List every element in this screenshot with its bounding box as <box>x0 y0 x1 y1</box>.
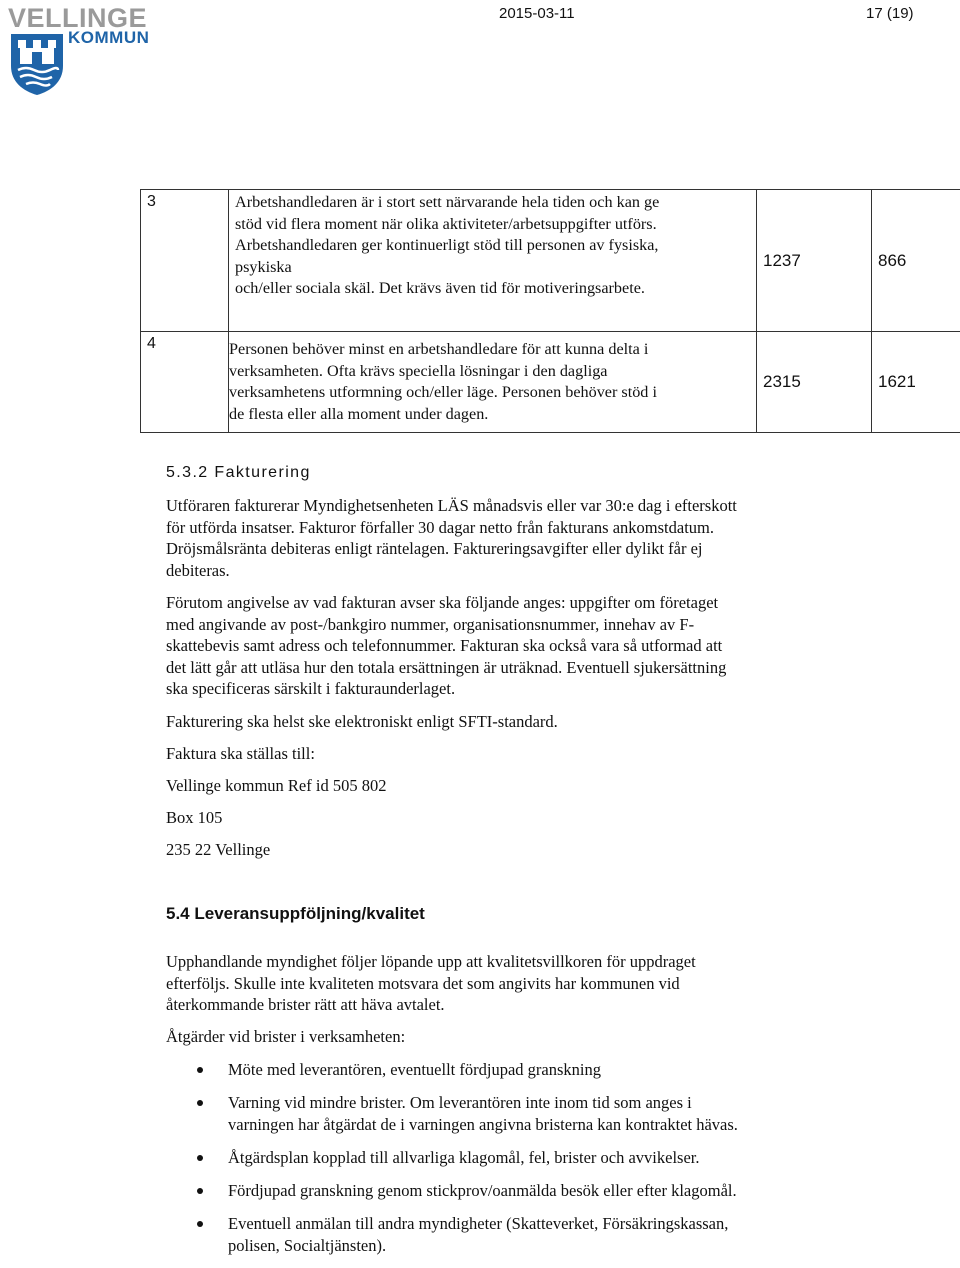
table-row <box>141 332 960 433</box>
description-line: Personen behöver minst en arbetshandledare för att kunna delta i <box>229 339 752 361</box>
text-line: återkommande brister rätt att häva avtalet. <box>166 994 846 1016</box>
text-line: Dröjsmålsränta debiteras enligt räntelagen. Faktureringsavgifter eller dylikt får ej <box>166 538 846 560</box>
list-item <box>166 1059 846 1081</box>
address-line: 235 22 Vellinge <box>166 839 846 861</box>
text-line: skattebevis samt adress och telefonnummer. Fakturan ska också vara så utformad att <box>166 635 846 657</box>
text-line: Åtgärdsplan kopplad till allvarliga klagomål, fel, brister och avvikelser. <box>228 1147 846 1169</box>
compensation-level-table <box>140 189 960 433</box>
text-line: Eventuell anmälan till andra myndigheter (Skatteverket, Försäkringskassan, <box>228 1213 846 1235</box>
measures-list <box>166 1059 846 1268</box>
text-line: Utföraren fakturerar Myndighetsenheten LÄS månadsvis eller var 30:e dag i efterskott <box>166 495 846 517</box>
text-line: polisen, Socialtjänsten). <box>228 1235 846 1257</box>
header-page-number: 17 (19) <box>866 5 914 22</box>
section-heading-quality: 5.4 Leveransuppföljning/kvalitet <box>166 904 425 924</box>
paragraph-electronic-invoicing: Fakturering ska helst ske elektroniskt enligt SFTI-standard. <box>166 711 846 733</box>
text-line: Fördjupad granskning genom stickprov/oanmälda besök eller efter klagomål. <box>228 1180 846 1202</box>
value-cell-2: 866 <box>872 190 960 332</box>
bullet-icon <box>197 1221 203 1227</box>
text-line: för utförda insatser. Fakturor förfaller 30 dagar netto från fakturans ankomstdatum. <box>166 517 846 539</box>
text-line: varningen har åtgärdat de i varningen angivna bristerna kan kontraktet hävas. <box>228 1114 846 1136</box>
bullet-icon <box>197 1155 203 1161</box>
description-line: verksamhetens utformning och/eller läge. Personen behöver stöd i <box>229 382 752 404</box>
level-cell: 3 <box>141 190 229 332</box>
list-item <box>166 1092 846 1135</box>
description-line: och/eller sociala skäl. Det krävs även tid för motiveringsarbete. <box>235 278 752 300</box>
address-line: Vellinge kommun Ref id 505 802 <box>166 775 846 797</box>
value-cell-2: 1621 <box>872 332 960 433</box>
description-line: verksamheten. Ofta krävs speciella lösningar i den dagliga <box>229 361 752 383</box>
bullet-icon <box>197 1100 203 1106</box>
text-line: Varning vid mindre brister. Om leverantören inte inom tid som anges i <box>228 1092 846 1114</box>
level-cell: 4 <box>141 332 229 433</box>
paragraph-quality-followup <box>166 951 846 1016</box>
text-line: debiteras. <box>166 560 846 582</box>
text-line: ska specificeras särskilt i fakturaunderlaget. <box>166 678 846 700</box>
value-cell-1: 1237 <box>757 190 872 332</box>
list-item <box>166 1147 846 1169</box>
value-cell-1: 2315 <box>757 332 872 433</box>
description-line: de flesta eller alla moment under dagen. <box>229 404 752 426</box>
text-line: det lätt går att utläsa hur den totala ersättningen är uträknad. Eventuell sjukersättning <box>166 657 846 679</box>
address-line: Box 105 <box>166 807 846 829</box>
paragraph-measures-intro: Åtgärder vid brister i verksamheten: <box>166 1026 846 1048</box>
description-line: Arbetshandledaren är i stort sett närvarande hela tiden och kan ge <box>235 192 752 214</box>
header-date: 2015-03-11 <box>499 5 575 22</box>
paragraph-invoice-address-intro: Faktura ska ställas till: <box>166 743 846 765</box>
vellinge-logo <box>6 4 158 96</box>
logo-subtitle: KOMMUN <box>68 28 149 48</box>
description-line: stöd vid flera moment när olika aktiviteter/arbetsuppgifter utförs. <box>235 214 752 236</box>
description-line: Arbetshandledaren ger kontinuerligt stöd till personen av fysiska, <box>235 235 752 257</box>
text-line: Upphandlande myndighet följer löpande upp att kvalitetsvillkoren för uppdraget <box>166 951 846 973</box>
text-line: efterföljs. Skulle inte kvaliteten motsvara det som angivits har kommunen vid <box>166 973 846 995</box>
description-line: psykiska <box>235 257 752 279</box>
bullet-icon <box>197 1067 203 1073</box>
coat-of-arms-icon <box>8 32 66 96</box>
text-line: Förutom angivelse av vad fakturan avser ska följande anges: uppgifter om företaget <box>166 592 846 614</box>
description-cell <box>229 332 757 433</box>
logo-wordmark: VELLINGE <box>8 4 147 32</box>
text-line: Möte med leverantören, eventuellt fördjupad granskning <box>228 1059 846 1081</box>
paragraph-invoicing <box>166 495 846 581</box>
text-line: med angivande av post-/bankgiro nummer, organisationsnummer, innehav av F- <box>166 614 846 636</box>
paragraph-invoice-details <box>166 592 846 700</box>
description-cell <box>229 190 757 332</box>
table-row <box>141 190 960 332</box>
list-item <box>166 1180 846 1202</box>
bullet-icon <box>197 1188 203 1194</box>
list-item <box>166 1213 846 1256</box>
section-heading-fakturering: 5.3.2 Fakturering <box>166 464 311 482</box>
